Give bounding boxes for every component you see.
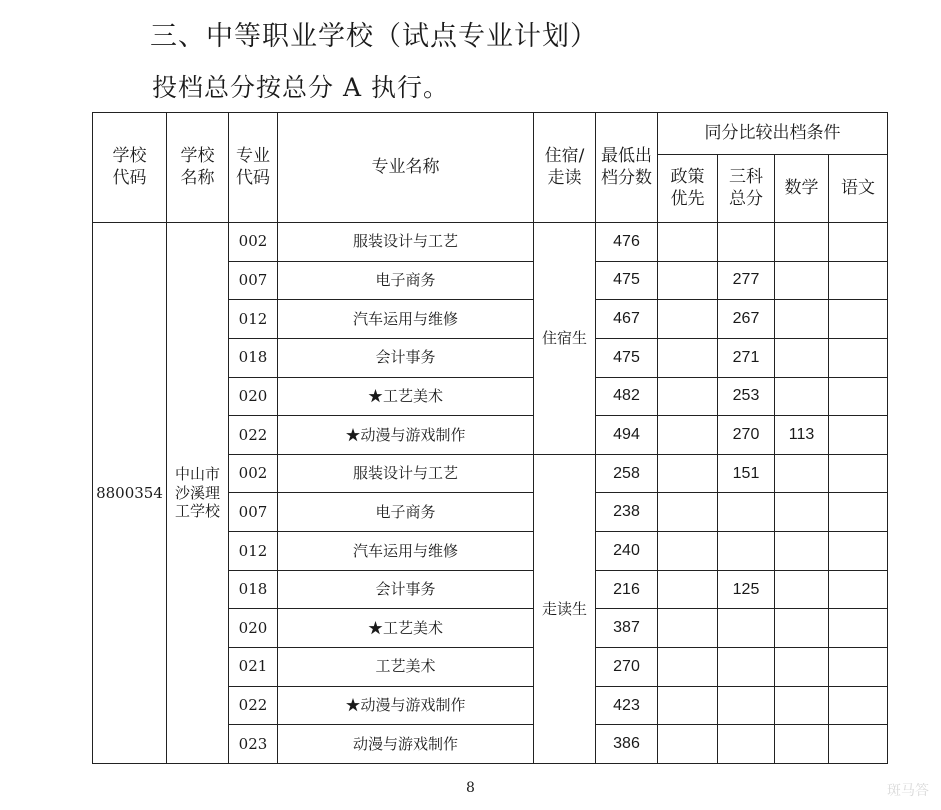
math-cell: 113 (775, 416, 829, 455)
three-total-cell: 125 (718, 570, 775, 609)
min-score-cell: 475 (596, 261, 658, 300)
chinese-cell (829, 570, 888, 609)
section-heading: 三、中等职业学校（试点专业计划） (150, 21, 598, 52)
header-major-code: 专业代码 (229, 113, 278, 223)
three-total-cell: 253 (718, 377, 775, 416)
major-code-cell: 012 (229, 532, 278, 571)
three-total-cell (718, 648, 775, 687)
school-name-cell: 中山市沙溪理工学校 (167, 223, 229, 764)
policy-cell (658, 648, 718, 687)
three-total-cell: 270 (718, 416, 775, 455)
major-name-cell: 会计事务 (278, 570, 534, 609)
math-cell (775, 377, 829, 416)
chinese-cell (829, 454, 888, 493)
math-cell (775, 609, 829, 648)
math-cell (775, 532, 829, 571)
min-score-cell: 482 (596, 377, 658, 416)
stay-type-day: 走读生 (534, 454, 596, 763)
three-total-cell (718, 686, 775, 725)
policy-cell (658, 725, 718, 764)
table-row (93, 223, 888, 262)
header-min-score: 最低出档分数 (596, 113, 658, 223)
major-name-cell: 会计事务 (278, 338, 534, 377)
header-tiebreak-group: 同分比较出档条件 (658, 113, 888, 155)
three-total-cell (718, 532, 775, 571)
major-code-cell: 022 (229, 686, 278, 725)
header-chinese: 语文 (829, 155, 888, 223)
policy-cell (658, 532, 718, 571)
admission-table (92, 112, 888, 764)
chinese-cell (829, 609, 888, 648)
math-cell (775, 300, 829, 339)
min-score-cell: 240 (596, 532, 658, 571)
math-cell (775, 686, 829, 725)
major-code-cell: 022 (229, 416, 278, 455)
major-name-cell: 动漫与游戏制作 (278, 725, 534, 764)
min-score-cell: 258 (596, 454, 658, 493)
major-name-cell: 电子商务 (278, 261, 534, 300)
policy-cell (658, 223, 718, 262)
major-code-cell: 002 (229, 223, 278, 262)
chinese-cell (829, 416, 888, 455)
three-total-cell (718, 223, 775, 262)
header-school-name: 学校名称 (167, 113, 229, 223)
three-total-cell (718, 493, 775, 532)
policy-cell (658, 261, 718, 300)
math-cell (775, 261, 829, 300)
major-name-cell: 工艺美术 (278, 648, 534, 687)
policy-cell (658, 609, 718, 648)
section-subheading: 投档总分按总分 A 执行。 (152, 73, 449, 102)
chinese-cell (829, 223, 888, 262)
major-name-cell: 汽车运用与维修 (278, 532, 534, 571)
major-name-cell: ★动漫与游戏制作 (278, 416, 534, 455)
major-code-cell: 012 (229, 300, 278, 339)
chinese-cell (829, 300, 888, 339)
header-school-code: 学校代码 (93, 113, 167, 223)
page-number: 8 (466, 780, 475, 796)
major-name-cell: ★工艺美术 (278, 609, 534, 648)
chinese-cell (829, 648, 888, 687)
policy-cell (658, 300, 718, 339)
chinese-cell (829, 338, 888, 377)
min-score-cell: 467 (596, 300, 658, 339)
three-total-cell: 267 (718, 300, 775, 339)
min-score-cell: 475 (596, 338, 658, 377)
major-code-cell: 018 (229, 570, 278, 609)
math-cell (775, 570, 829, 609)
math-cell (775, 223, 829, 262)
major-code-cell: 007 (229, 261, 278, 300)
major-name-cell: ★工艺美术 (278, 377, 534, 416)
chinese-cell (829, 377, 888, 416)
policy-cell (658, 493, 718, 532)
header-major-name: 专业名称 (278, 113, 534, 223)
chinese-cell (829, 493, 888, 532)
header-math: 数学 (775, 155, 829, 223)
major-code-cell: 002 (229, 454, 278, 493)
policy-cell (658, 454, 718, 493)
min-score-cell: 216 (596, 570, 658, 609)
math-cell (775, 725, 829, 764)
major-name-cell: 电子商务 (278, 493, 534, 532)
header-stay-type: 住宿/走读 (534, 113, 596, 223)
school-code-cell: 8800354 (93, 223, 167, 764)
major-code-cell: 020 (229, 377, 278, 416)
major-code-cell: 007 (229, 493, 278, 532)
major-code-cell: 018 (229, 338, 278, 377)
math-cell (775, 493, 829, 532)
chinese-cell (829, 725, 888, 764)
policy-cell (658, 416, 718, 455)
chinese-cell (829, 261, 888, 300)
stay-type-boarding: 住宿生 (534, 223, 596, 455)
math-cell (775, 454, 829, 493)
major-code-cell: 020 (229, 609, 278, 648)
header-policy: 政策优先 (658, 155, 718, 223)
min-score-cell: 270 (596, 648, 658, 687)
min-score-cell: 476 (596, 223, 658, 262)
three-total-cell: 277 (718, 261, 775, 300)
policy-cell (658, 686, 718, 725)
major-name-cell: 服装设计与工艺 (278, 223, 534, 262)
three-total-cell (718, 725, 775, 764)
policy-cell (658, 570, 718, 609)
three-total-cell: 271 (718, 338, 775, 377)
policy-cell (658, 377, 718, 416)
chinese-cell (829, 686, 888, 725)
min-score-cell: 423 (596, 686, 658, 725)
header-three-total: 三科总分 (718, 155, 775, 223)
major-code-cell: 021 (229, 648, 278, 687)
min-score-cell: 238 (596, 493, 658, 532)
math-cell (775, 648, 829, 687)
major-name-cell: ★动漫与游戏制作 (278, 686, 534, 725)
major-name-cell: 汽车运用与维修 (278, 300, 534, 339)
min-score-cell: 386 (596, 725, 658, 764)
math-cell (775, 338, 829, 377)
watermark: 斑马答 (887, 783, 929, 799)
min-score-cell: 387 (596, 609, 658, 648)
major-code-cell: 023 (229, 725, 278, 764)
min-score-cell: 494 (596, 416, 658, 455)
major-name-cell: 服装设计与工艺 (278, 454, 534, 493)
three-total-cell (718, 609, 775, 648)
chinese-cell (829, 532, 888, 571)
policy-cell (658, 338, 718, 377)
three-total-cell: 151 (718, 454, 775, 493)
